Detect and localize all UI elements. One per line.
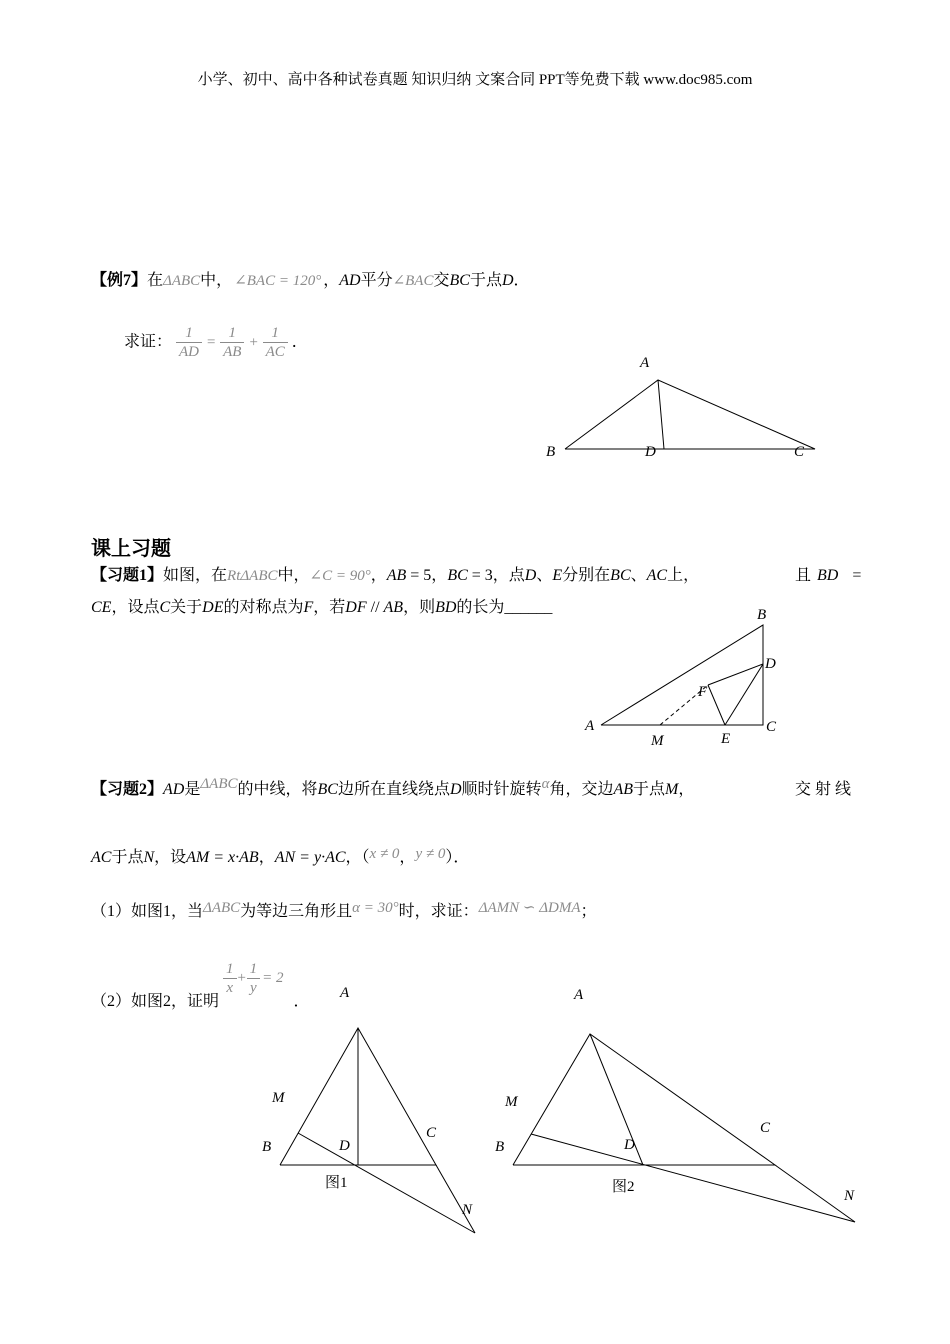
problem-2-line-2 bbox=[91, 848, 469, 868]
problem-1-label: 【习题1】 bbox=[91, 567, 164, 584]
denominator: AC bbox=[265, 344, 285, 360]
math-rt-triangle: RtΔABC bbox=[227, 568, 278, 584]
segment-fd bbox=[708, 664, 763, 685]
figure-1-caption: 图1 bbox=[325, 1175, 348, 1191]
segment-fe bbox=[708, 685, 725, 725]
problem-2-label: 【习题2】 bbox=[91, 781, 164, 798]
text: 于点 bbox=[633, 781, 666, 798]
var-ce: CE bbox=[91, 599, 112, 616]
var-ab: AB bbox=[386, 567, 407, 584]
triangle-abc bbox=[601, 625, 763, 725]
denominator: AB bbox=[223, 344, 242, 360]
denominator: x bbox=[226, 980, 234, 996]
var-bd: BD bbox=[435, 599, 457, 616]
var-ad: AD bbox=[163, 781, 185, 798]
text: 、 bbox=[536, 567, 553, 584]
numerator: 1 bbox=[223, 960, 237, 979]
plus-sign: + bbox=[248, 334, 259, 351]
label-d: D bbox=[624, 1137, 635, 1153]
problem-2-figure-2 bbox=[490, 980, 870, 1230]
text: 顺时针旋转 bbox=[461, 781, 542, 798]
label-c: C bbox=[794, 444, 805, 460]
label-d: D bbox=[339, 1138, 350, 1154]
segment-ad bbox=[658, 380, 664, 449]
text: ， bbox=[399, 849, 416, 866]
text: = 3，点 bbox=[467, 567, 525, 584]
var-c: C bbox=[159, 599, 171, 616]
text: 中， bbox=[277, 567, 310, 584]
label-d: D bbox=[645, 444, 656, 460]
text: （1）如图1，当 bbox=[91, 903, 204, 920]
problem-1-line-2 bbox=[91, 598, 552, 618]
math-similar-triangles: ΔAMN ∽ ΔDMA bbox=[478, 900, 581, 916]
problem-2-line-1-tail: 交 射 线 bbox=[795, 781, 852, 798]
text: ． bbox=[513, 272, 530, 289]
label-n: N bbox=[844, 1188, 855, 1204]
var-d: D bbox=[524, 567, 537, 584]
text: 的对称点为 bbox=[223, 599, 304, 616]
example-7-label: 【例7】 bbox=[91, 272, 148, 289]
text: ． bbox=[293, 993, 310, 1011]
problem-2-figure-1 bbox=[255, 978, 495, 1243]
label-b: B bbox=[757, 607, 767, 623]
var-bc: BC bbox=[610, 567, 631, 584]
equals-two: = 2 bbox=[262, 970, 284, 987]
figure-2-caption: 图2 bbox=[612, 1179, 635, 1195]
label-m: M bbox=[505, 1094, 518, 1110]
label-m: M bbox=[651, 733, 664, 749]
text: ， bbox=[370, 567, 387, 584]
text: 的长为______ bbox=[456, 599, 553, 616]
var-am: AM = x·AB bbox=[186, 849, 259, 866]
var-an: AN = y·AC bbox=[274, 849, 346, 866]
page-header: 小学、初中、高中各种试卷真题 知识归纳 文案合同 PPT等免费下载 www.doc985.com bbox=[197, 72, 753, 88]
text: 为等边三角形且 bbox=[240, 903, 353, 920]
text: ，若 bbox=[313, 599, 346, 616]
text: 且 bbox=[795, 567, 812, 584]
median-ad bbox=[590, 1034, 643, 1165]
text: ， bbox=[258, 849, 275, 866]
text: ． bbox=[291, 333, 308, 351]
text: 时，求证： bbox=[398, 903, 479, 920]
numerator: 1 bbox=[247, 960, 261, 979]
text: ，设点 bbox=[111, 599, 160, 616]
var-ab: AB bbox=[383, 599, 404, 616]
var-d: D bbox=[501, 272, 514, 289]
denominator: AD bbox=[179, 344, 200, 360]
problem-1-figure bbox=[575, 600, 795, 750]
label-a: A bbox=[640, 355, 650, 371]
math-triangle-abc: ΔABC bbox=[203, 900, 241, 916]
fraction-1-ac bbox=[263, 324, 288, 361]
problem-1-line-1 bbox=[91, 566, 699, 586]
numerator: 1 bbox=[220, 324, 244, 343]
var-n: N bbox=[143, 849, 155, 866]
text: （2）如图2，证明 bbox=[91, 993, 220, 1011]
text: ，（ bbox=[345, 849, 370, 866]
text: ）． bbox=[445, 849, 470, 866]
text: = bbox=[852, 567, 862, 584]
label-n: N bbox=[462, 1202, 473, 1218]
var-ab: AB bbox=[613, 781, 633, 798]
text: = 5， bbox=[406, 567, 448, 584]
label-b: B bbox=[262, 1139, 272, 1155]
label-d: D bbox=[765, 656, 776, 672]
denominator: y bbox=[250, 980, 257, 996]
plus-sign: + bbox=[236, 970, 247, 987]
label-f: F bbox=[698, 684, 708, 700]
var-bc: BC bbox=[317, 781, 338, 798]
triangle-abc bbox=[513, 1034, 775, 1165]
math-x-nonzero: x ≠ 0 bbox=[369, 846, 400, 862]
var-m: M bbox=[665, 781, 679, 798]
math-alpha: α bbox=[541, 776, 550, 792]
text: 于点 bbox=[111, 849, 144, 866]
var-bc: BC bbox=[447, 567, 468, 584]
text: 平分 bbox=[360, 272, 393, 289]
example-7-prove bbox=[124, 324, 308, 361]
text: 上， bbox=[667, 567, 700, 584]
text: 的中线，将 bbox=[237, 781, 318, 798]
label-b: B bbox=[546, 444, 556, 460]
segment-de bbox=[725, 664, 763, 725]
label-b: B bbox=[495, 1139, 505, 1155]
problem-2-question-1 bbox=[91, 902, 597, 922]
rotated-line-mn bbox=[531, 1134, 855, 1222]
problem-2-line-1 bbox=[91, 776, 695, 800]
var-de: DE bbox=[202, 599, 224, 616]
label-e: E bbox=[721, 731, 731, 747]
fraction-1-ab bbox=[220, 324, 244, 361]
ray-cn bbox=[436, 1165, 475, 1233]
label-m: M bbox=[272, 1090, 285, 1106]
text: 如图，在 bbox=[163, 567, 228, 584]
math-triangle-abc: ΔABC bbox=[163, 273, 201, 289]
var-ac: AC bbox=[646, 567, 668, 584]
example-7-statement bbox=[91, 271, 530, 291]
triangle-abc bbox=[565, 380, 815, 449]
math-triangle-abc: ΔABC bbox=[200, 776, 238, 792]
numerator: 1 bbox=[176, 324, 202, 343]
math-alpha-30: α = 30° bbox=[352, 900, 399, 916]
var-bd: BD bbox=[817, 567, 839, 584]
example-7-figure bbox=[530, 345, 830, 465]
math-angle-c: ∠C = 90° bbox=[309, 568, 371, 584]
var-bc: BC bbox=[449, 272, 470, 289]
label-a: A bbox=[574, 987, 584, 1003]
text: 于点 bbox=[469, 272, 502, 289]
var-f: F bbox=[303, 599, 314, 616]
equals-sign: = bbox=[206, 334, 217, 351]
section-title: 课上习题 bbox=[91, 538, 171, 560]
var-d: D bbox=[449, 781, 462, 798]
label-a: A bbox=[585, 718, 595, 734]
text: 关于 bbox=[170, 599, 203, 616]
text: 在 bbox=[147, 272, 164, 289]
math-angle: ∠BAC bbox=[392, 273, 434, 289]
label-a: A bbox=[340, 985, 350, 1001]
prove-label: 求证： bbox=[124, 333, 173, 351]
var-ac: AC bbox=[91, 849, 112, 866]
text: ，设 bbox=[154, 849, 187, 866]
text: ； bbox=[580, 903, 597, 920]
text: 是 bbox=[184, 781, 201, 798]
var-e: E bbox=[552, 567, 563, 584]
text: 中， bbox=[200, 272, 233, 289]
text: ， bbox=[323, 272, 340, 289]
fraction-1-x bbox=[223, 960, 237, 997]
text: 交 bbox=[433, 272, 450, 289]
var-ad: AD bbox=[339, 272, 361, 289]
text: 角，交边 bbox=[549, 781, 614, 798]
text: // bbox=[366, 599, 384, 616]
fraction-1-ad bbox=[176, 324, 202, 361]
math-y-nonzero: y ≠ 0 bbox=[415, 846, 446, 862]
text: 分别在 bbox=[562, 567, 611, 584]
text: ， bbox=[678, 781, 695, 798]
text: ，则 bbox=[403, 599, 436, 616]
text: 边所在直线绕点 bbox=[337, 781, 450, 798]
var-df: DF bbox=[345, 599, 367, 616]
numerator: 1 bbox=[263, 324, 288, 343]
label-c: C bbox=[760, 1120, 771, 1136]
ray-cn bbox=[775, 1165, 855, 1222]
label-c: C bbox=[766, 719, 777, 735]
text: 、 bbox=[630, 567, 647, 584]
problem-1-line-1-tail bbox=[795, 566, 861, 586]
math-angle-bac: ∠BAC = 120° bbox=[234, 273, 322, 289]
label-c: C bbox=[426, 1125, 437, 1141]
